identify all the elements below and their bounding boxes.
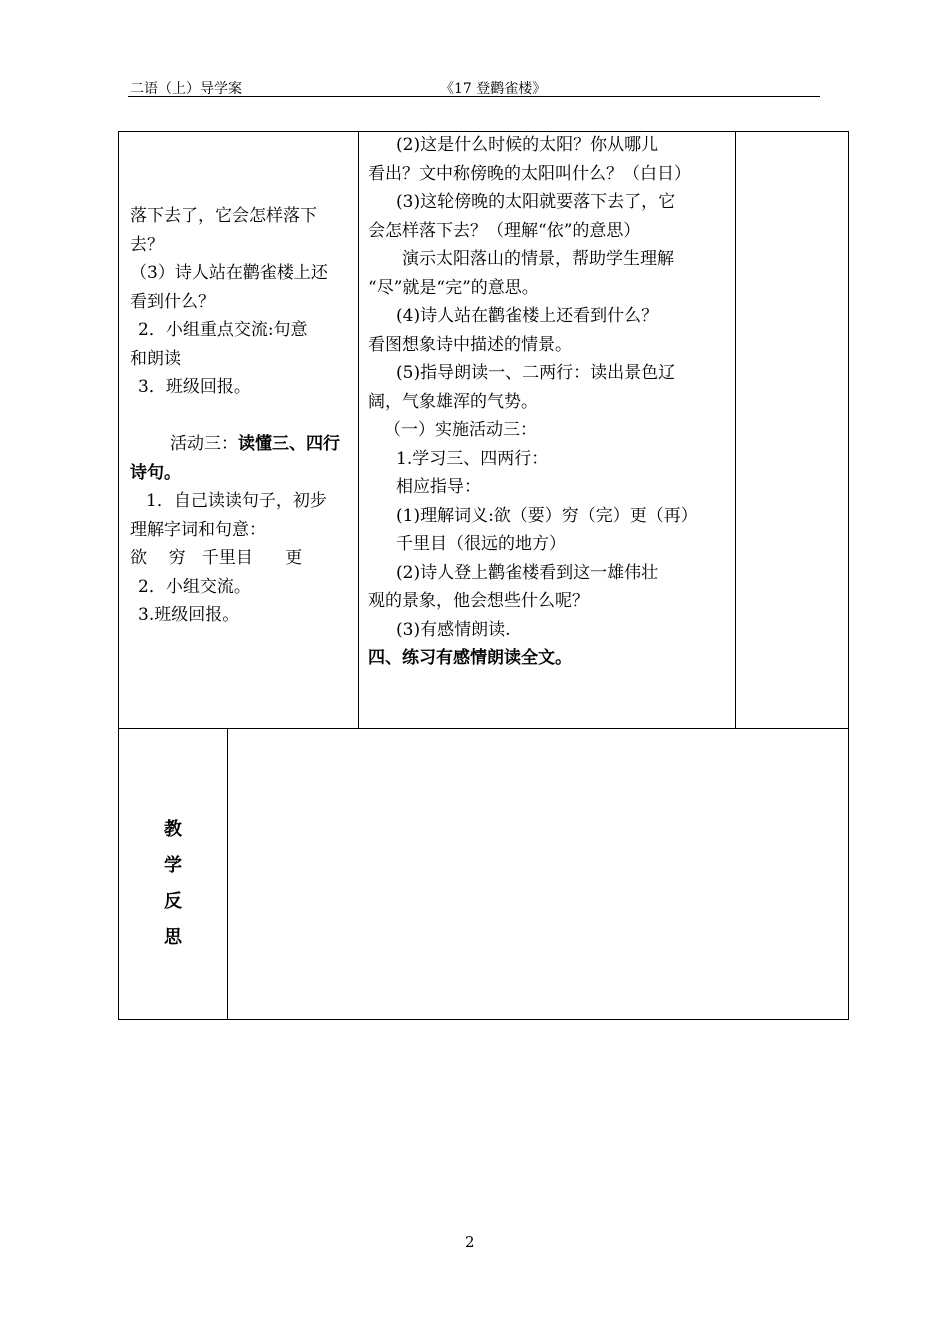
student-activity-column xyxy=(130,202,348,630)
table-divider-right xyxy=(735,131,736,729)
teaching-reflection-label xyxy=(118,812,228,956)
activity-three-label: 活动三： xyxy=(170,434,238,454)
reflection-char: 教 xyxy=(164,819,182,840)
mid-line: (2)这是什么时候的太阳？你从哪儿 xyxy=(396,135,659,155)
header-lesson-title: 《17 登鹳雀楼》 xyxy=(440,81,547,97)
left-line: 2．小组交流。 xyxy=(138,576,251,597)
reflection-char: 反 xyxy=(164,891,182,912)
left-line: 欲 穷 千里目 更 xyxy=(130,548,303,568)
left-line: 和朗读 xyxy=(130,348,181,369)
left-line: 3．班级回报。 xyxy=(138,377,251,397)
left-line: 看到什么？ xyxy=(130,291,215,312)
mid-line: 千里目（很远的地方） xyxy=(396,534,566,554)
mid-line: 会怎样落下去？（理解“依”的意思） xyxy=(368,220,641,241)
left-line: 理解字词和句意： xyxy=(130,519,266,540)
mid-line: 演示太阳落山的情景，帮助学生理解 xyxy=(402,249,674,269)
table-divider-left xyxy=(358,131,359,729)
mid-line: 看出？文中称傍晚的太阳叫什么？（白日） xyxy=(368,163,691,184)
reflection-char: 学 xyxy=(164,855,182,876)
page-number: 2 xyxy=(465,1233,475,1251)
page-header xyxy=(128,74,820,97)
mid-line: “尽”就是“完”的意思。 xyxy=(368,277,539,298)
left-line: 去？ xyxy=(130,234,164,255)
left-line: 3.班级回报。 xyxy=(138,605,240,625)
mid-line: (1)理解词义:欲（要）穷（完）更（再） xyxy=(396,505,698,526)
mid-line: 看图想象诗中描述的情景。 xyxy=(368,334,572,355)
mid-line: (2)诗人登上鹳雀楼看到这一雄伟壮 xyxy=(396,562,659,583)
mid-line: 阔，气象雄浑的气势。 xyxy=(368,391,538,412)
mid-line: （一）实施活动三： xyxy=(384,420,537,440)
left-line: 1．自己读读句子，初步 xyxy=(146,491,327,511)
mid-line: 1.学习三、四两行： xyxy=(396,448,549,469)
mid-line: (3)有感情朗读. xyxy=(396,619,511,640)
mid-line: 观的景象，他会想些什么呢？ xyxy=(368,591,589,611)
left-line: 诗句。 xyxy=(130,462,181,483)
practice-heading: 四、练习有感情朗读全文。 xyxy=(368,648,572,668)
reflection-char: 思 xyxy=(164,927,182,948)
left-line: 落下去了，它会怎样落下 xyxy=(130,206,317,226)
left-line: （3）诗人站在鹳雀楼上还 xyxy=(130,263,328,283)
mid-line: 相应指导： xyxy=(396,477,481,497)
teacher-guidance-column xyxy=(368,131,726,673)
header-left-title: 二语（上）导学案 xyxy=(130,81,242,97)
left-line: 2．小组重点交流:句意 xyxy=(138,320,308,340)
left-line xyxy=(130,402,348,431)
mid-line: (4)诗人站在鹳雀楼上还看到什么？ xyxy=(396,306,659,326)
activity-three-heading xyxy=(130,430,348,459)
mid-line: (5)指导朗读一、二两行：读出景色辽 xyxy=(396,363,676,383)
activity-three-title: 读懂三、四行 xyxy=(238,434,340,454)
mid-line: (3)这轮傍晚的太阳就要落下去了，它 xyxy=(396,192,676,212)
